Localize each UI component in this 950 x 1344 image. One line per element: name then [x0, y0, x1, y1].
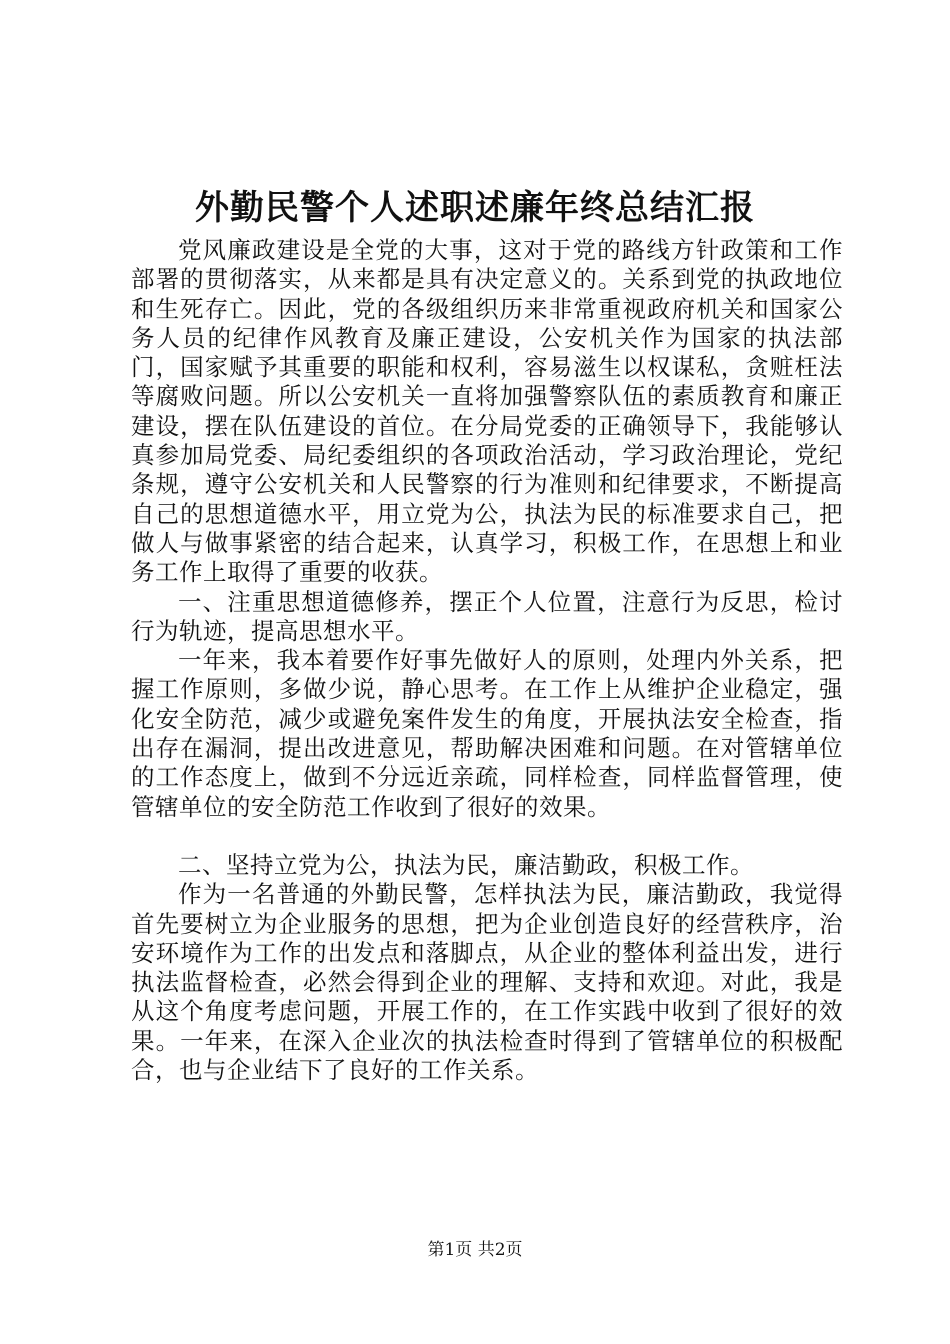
paragraph-section-2: 作为一名普通的外勤民警，怎样执法为民，廉洁勤政，我觉得首先要树立为企业服务的思想，把为企业创造良好的经营秩序，治安环境作为工作的出发点和落脚点，从企业的整体利益出发，进行执法监督检查，必然会得到企业的理解、支持和欢迎。对此，我是从这个角度考虑问题，开展工作的，在工作实践中收到了很好的效果。一年来，在深入企业次的执法检查时得到了管辖单位的积极配合，也与企业结下了良好的工作关系。 [131, 880, 843, 1085]
section-heading-2: 二、坚持立党为公，执法为民，廉洁勤政，积极工作。 [178, 850, 754, 879]
document-title: 外勤民警个人述职述廉年终总结汇报 [195, 188, 755, 228]
paragraph-section-1: 一年来，我本着要作好事先做好人的原则，处理内外关系，把握工作原则，多做少说，静心思考。在工作上从维护企业稳定，强化安全防范，减少或避免案件发生的角度，开展执法安全检查，指出存在漏洞，提出改进意见，帮助解决困难和问题。在对管辖单位的工作态度上，做到不分远近亲疏，同样检查，同样监督管理，使管辖单位的安全防范工作收到了很好的效果。 [131, 646, 843, 821]
paragraph-intro: 党风廉政建设是全党的大事，这对于党的路线方针政策和工作部署的贯彻落实，从来都是具有决定意义的。关系到党的执政地位和生死存亡。因此，党的各级组织历来非常重视政府机关和国家公务人员的纪律作风教育及廉正建设，公安机关作为国家的执法部门，国家赋予其重要的职能和权利，容易滋生以权谋私，贪赃枉法等腐败问题。所以公安机关一直将加强警察队伍的素质教育和廉正建设，摆在队伍建设的首位。在分局党委的正确领导下，我能够认真参加局党委、局纪委组织的各项政治活动，学习政治理论，党纪条规，遵守公安机关和人民警察的行为准则和纪律要求，不断提高自己的思想道德水平，用立党为公，执法为民的标准要求自己，把做人与做事紧密的结合起来，认真学习，积极工作，在思想上和业务工作上取得了重要的收获。 [131, 236, 843, 587]
section-heading-1: 一、注重思想道德修养，摆正个人位置，注意行为反思，检讨行为轨迹，提高思想水平。 [131, 587, 843, 645]
document-body [131, 236, 843, 1085]
page-number: 第1页 共2页 [427, 1240, 523, 1260]
